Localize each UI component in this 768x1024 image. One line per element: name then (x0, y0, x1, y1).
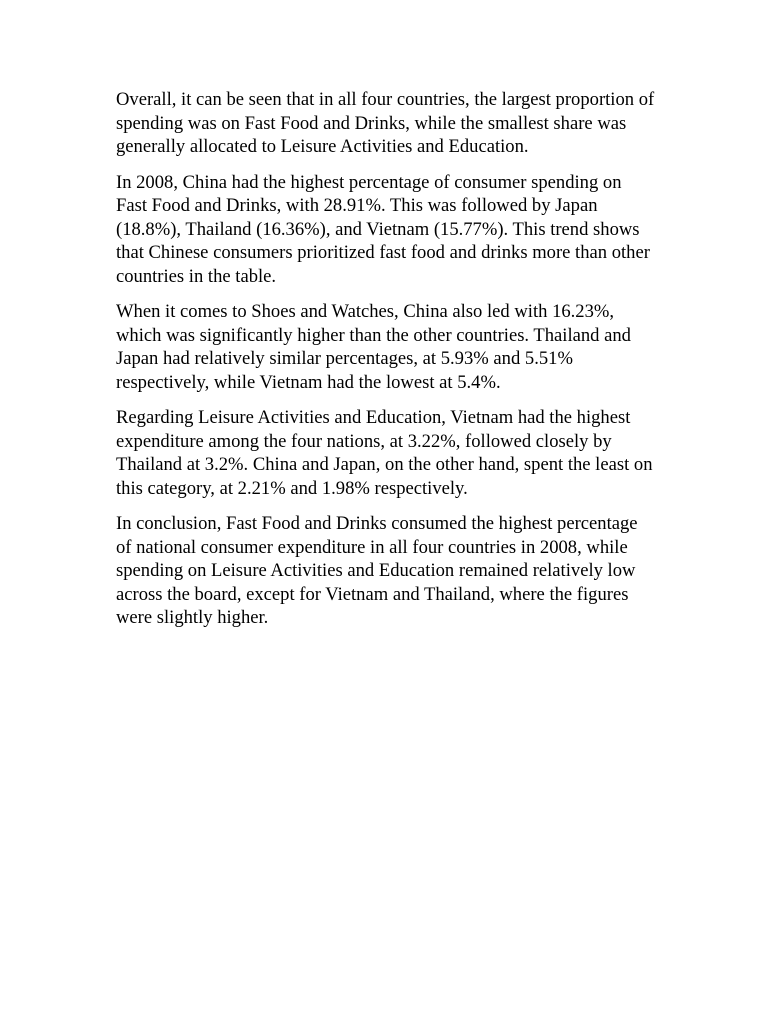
paragraph-shoes-watches: When it comes to Shoes and Watches, China also led with 16.23%, which was significantly higher than the other countries. Thailand and Japan had relatively similar percentages, at 5.93% and 5.51% respectively, while Vietnam had the lowest at 5.4%. (116, 301, 631, 393)
paragraph-conclusion: In conclusion, Fast Food and Drinks consumed the highest percentage of national consumer expenditure in all four countries in 2008, while spending on Leisure Activities and Education remained relatively low across the board, except for Vietnam and Thailand, where the figures were slightly higher. (116, 513, 638, 628)
document-page (116, 88, 656, 642)
paragraph-fast-food: In 2008, China had the highest percentage of consumer spending on Fast Food and Drinks, with 28.91%. This was followed by Japan (18.8%), Thailand (16.36%), and Vietnam (15.77%). This trend shows that Chinese consumers prioritized fast food and drinks more than other countries in the table. (116, 171, 650, 287)
paragraph-leisure-education: Regarding Leisure Activities and Education, Vietnam had the highest expenditure among the four nations, at 3.22%, followed closely by Thailand at 3.2%. China and Japan, on the other hand, spent the least on this category, at 2.21% and 1.98% respectively. (116, 407, 653, 499)
paragraph-overview: Overall, it can be seen that in all four countries, the largest proportion of spending was on Fast Food and Drinks, while the smallest share was generally allocated to Leisure Activities and Education. (116, 89, 655, 157)
